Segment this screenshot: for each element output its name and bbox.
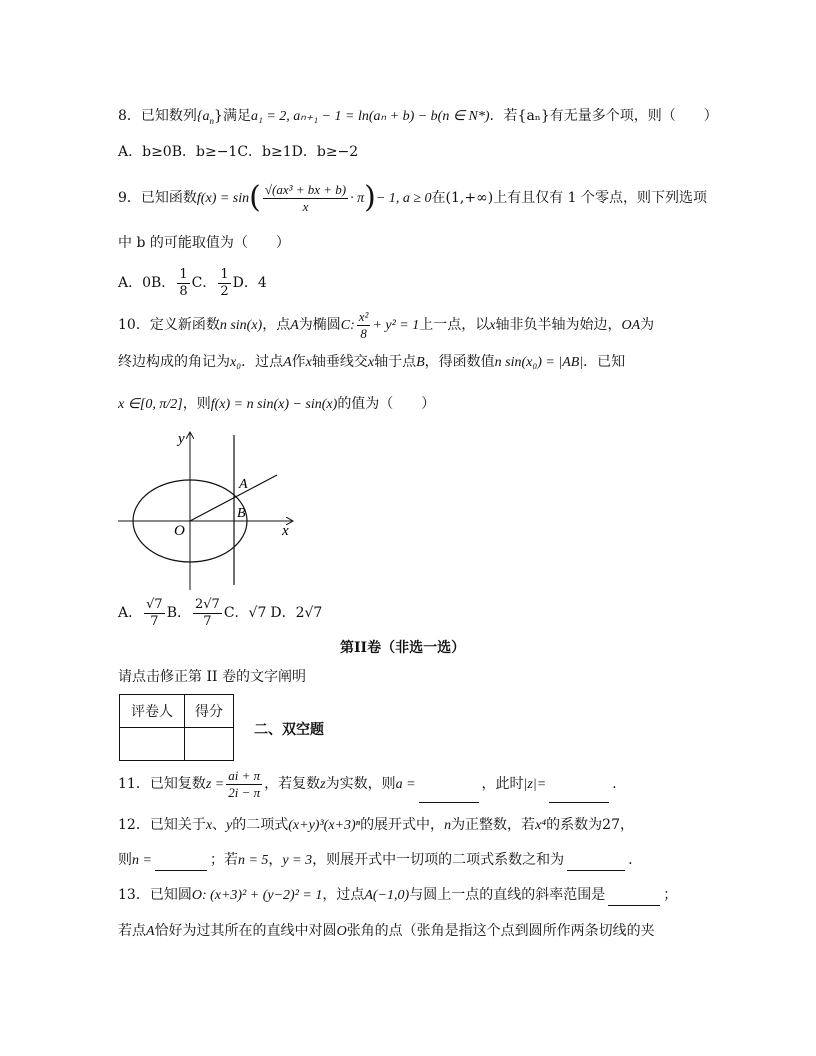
q10-point-a: A	[290, 318, 299, 333]
q10-text-f: 轴非负半轴为始边，	[495, 317, 622, 333]
q13-l1a: 13．已知圆	[118, 887, 192, 903]
q12-l1e: 的系数为	[546, 817, 603, 833]
q12-line2	[118, 850, 633, 871]
q10-l3a: x ∈	[118, 397, 140, 412]
q12-blank-2[interactable]	[567, 852, 625, 871]
q9-f2n: 1	[220, 266, 229, 282]
q13-l1c: 与圆上一点的直线的斜率范围是	[409, 887, 606, 903]
q8-line1	[118, 106, 718, 131]
q10-frac	[357, 309, 371, 342]
q12-l1d: 为正整数，若	[451, 817, 536, 833]
q12-l2c: ，则展开式中一切项的二项式系数之和为	[312, 852, 565, 868]
q12-y: y	[226, 818, 233, 833]
q10-opt-a: A．	[118, 605, 143, 621]
q12-end: .	[628, 852, 633, 868]
q10-l2-a: A	[283, 355, 292, 370]
score-cell-grader	[120, 728, 185, 761]
q10-oa: OA	[621, 318, 641, 333]
q13-l2c: 张角的点（张角是指这个点到圆所作两条切线的夹	[346, 923, 655, 939]
q11-fd: 2i − π	[228, 784, 261, 800]
q9-text: 9．已知函数	[118, 190, 197, 206]
label-y: y	[178, 431, 185, 447]
q10-ellipse-c: C:	[340, 318, 355, 333]
q9-fraction	[263, 182, 348, 215]
q10-ob-d: 7	[203, 613, 212, 629]
q11-z2: z	[320, 777, 326, 792]
q9-opt-a: A．0B．	[118, 275, 176, 291]
q9-fx: f(x) = sin	[196, 191, 250, 206]
q10-l2f: ，得函数值	[424, 354, 495, 370]
q10-l2x: x	[305, 355, 312, 370]
q10-text-b: ，点	[262, 317, 291, 333]
q12-l2b: ；若	[209, 852, 238, 868]
part-title: 二、双空题	[254, 722, 324, 738]
q12-x: x	[205, 818, 213, 833]
q13-circle: O: (x+3)² + (y−2)² = 1	[191, 888, 323, 903]
q10-l3b: ，则	[182, 396, 211, 412]
q10-l2b: ．过点	[241, 354, 284, 370]
q10-l2a: 终边构成的角记为	[118, 354, 230, 370]
q10-opt-b: B．	[166, 605, 191, 621]
q9-tail2: 在(1,+∞)上有且仅有 1 个零点，则下列选项	[431, 190, 707, 206]
q12-n5: n = 5	[237, 853, 269, 868]
q11-z: z =	[205, 777, 225, 792]
q10-text-a: 10．定义新函数	[118, 317, 220, 333]
q9-f1d: 8	[179, 283, 188, 299]
q12-y3: y = 3	[282, 853, 313, 868]
q11-blank-2[interactable]	[549, 784, 609, 803]
q10-fd: 8	[360, 325, 367, 341]
q10-interval: [0, π/2]	[139, 397, 183, 412]
q8-seq-sub: n	[209, 115, 215, 126]
q10-opt-c: C．	[223, 605, 249, 621]
q10-od: 2√7	[295, 605, 323, 621]
q9-f1n: 1	[179, 266, 188, 282]
q12-line1	[118, 815, 634, 836]
q9-paren-left: (	[249, 180, 261, 215]
q9-frac-den: x	[302, 198, 309, 214]
q12-x4: x⁴	[535, 818, 547, 833]
q10-l2-b: B	[416, 355, 425, 370]
q12-l1f: ，	[619, 817, 634, 833]
q9-mid: · π	[350, 191, 365, 206]
q12-l1c: 的展开式中，	[360, 817, 445, 833]
q9-line1	[118, 180, 707, 217]
q10-x0: x₀	[230, 355, 242, 370]
q12-l2a: 则	[118, 852, 132, 868]
q10-l2x2: x	[367, 355, 375, 370]
q10-line3	[118, 386, 435, 423]
q10-ob-n: 2√7	[194, 596, 220, 612]
q10-opt-d: D．	[270, 605, 296, 621]
q10-l2e: 轴于点	[374, 354, 417, 370]
q10-fn: x²	[358, 308, 369, 324]
q9-opt-b-frac	[177, 267, 189, 300]
q9-opt-d: D．4	[232, 275, 267, 291]
q13-point: A(−1,0)	[364, 888, 410, 903]
q10-l2d: 轴垂线交	[311, 354, 368, 370]
q10-line2	[118, 352, 625, 373]
q8-formula: a₁ = 2, aₙ₊₁ − 1 = ln(aₙ + b) − b(n ∈ N*)	[250, 109, 490, 124]
label-x: x	[282, 523, 289, 539]
score-header-score: 得分	[185, 695, 234, 728]
q11-text-a: 11．已知复数	[118, 776, 206, 792]
q10-l3f: f(x) = n sin(x) − sin(x)	[210, 397, 338, 412]
q8-seq: {a	[196, 109, 210, 124]
q11-text-b: ，若复数	[264, 776, 321, 792]
score-cell-score	[185, 728, 234, 761]
q10-oa-d: 7	[150, 613, 159, 629]
q13-line1	[118, 885, 677, 906]
q12-expr: (x+y)³(x+3)ⁿ	[288, 818, 361, 833]
q10-text-e: 上一点，以	[419, 317, 490, 333]
q9-line2: 中 b 的可能取值为（ ）	[118, 235, 290, 251]
q13-a: A	[146, 924, 155, 939]
q11-text-d: ，此时	[481, 776, 524, 792]
q10-oa-n: √7	[146, 596, 163, 612]
q11-blank-1[interactable]	[419, 784, 479, 803]
q11-frac	[226, 768, 262, 801]
q10-oc: √7	[248, 605, 267, 621]
q13-o: O	[336, 924, 347, 939]
q13-blank-1[interactable]	[608, 887, 660, 906]
label-a: A	[239, 477, 248, 492]
q8-options: A．b≥0B．b≥−1C．b≥1D．b≥−2	[118, 144, 359, 160]
q12-l1a: 12．已知关于	[118, 817, 206, 833]
label-b: B	[237, 506, 246, 521]
q8-text-b: }满足	[214, 108, 251, 124]
q12-coef: 27	[602, 817, 620, 833]
q10-eq: + y² = 1	[372, 318, 420, 333]
q11-text-c: 为实数，则	[325, 776, 396, 792]
q12-blank-1[interactable]	[155, 852, 207, 871]
q9-options	[118, 266, 267, 300]
score-header-grader: 评卷人	[120, 695, 185, 728]
q10-opt-a-frac	[144, 597, 165, 630]
q10-text-c: 为椭圆	[298, 317, 341, 333]
q10-line1	[118, 308, 654, 343]
q10-l2g: n sin(x₀) = |AB|	[494, 355, 584, 370]
q9-f2d: 2	[220, 283, 229, 299]
q10-x: x	[489, 318, 496, 333]
q13-line2	[118, 921, 655, 942]
q13-l2a: 若点	[118, 923, 146, 939]
q11-line	[118, 766, 617, 803]
q9-tail: − 1, a ≥ 0	[375, 191, 432, 206]
q11-a-eq: a =	[395, 777, 416, 792]
q10-l2c: 作	[291, 354, 306, 370]
q12-comma: ，	[268, 852, 283, 868]
q12-n: n	[444, 818, 452, 833]
ellipse-figure	[110, 425, 310, 595]
label-o: O	[174, 523, 185, 539]
q10-nsin: n sin(x)	[219, 318, 263, 333]
q8-text-c: ．若{aₙ}有无量多个项，则（ ）	[489, 108, 718, 124]
q8-text: 8．已知数列	[118, 108, 197, 124]
q13-l1d: ；	[663, 887, 678, 903]
q11-fn: ai + π	[228, 767, 261, 783]
q10-options	[118, 596, 322, 630]
section-note: 请点击修正第 II 卷的文字阐明	[118, 669, 306, 685]
q10-l2h: ．已知	[583, 354, 626, 370]
q13-l2b: 恰好为过其所在的直线中对圆	[154, 923, 337, 939]
q12-sep: 、	[212, 817, 227, 833]
q9-frac-num: √(ax³ + bx + b)	[264, 181, 347, 197]
q10-opt-b-frac	[193, 597, 222, 630]
q13-l1b: ，过点	[322, 887, 365, 903]
q9-opt-c-frac	[218, 267, 230, 300]
section-title: 第II卷（非选一选）	[340, 640, 466, 656]
q12-l1b: 的二项式	[232, 817, 289, 833]
q11-absz: |z|=	[523, 777, 547, 792]
q12-n-eq: n =	[132, 853, 152, 868]
score-table	[119, 694, 234, 761]
q10-text-g: 为	[640, 317, 655, 333]
q9-opt-c: C．	[191, 275, 217, 291]
q10-l3c: 的值为（ ）	[337, 396, 436, 412]
q11-end: .	[612, 776, 617, 792]
q9-paren-right: )	[364, 180, 376, 215]
